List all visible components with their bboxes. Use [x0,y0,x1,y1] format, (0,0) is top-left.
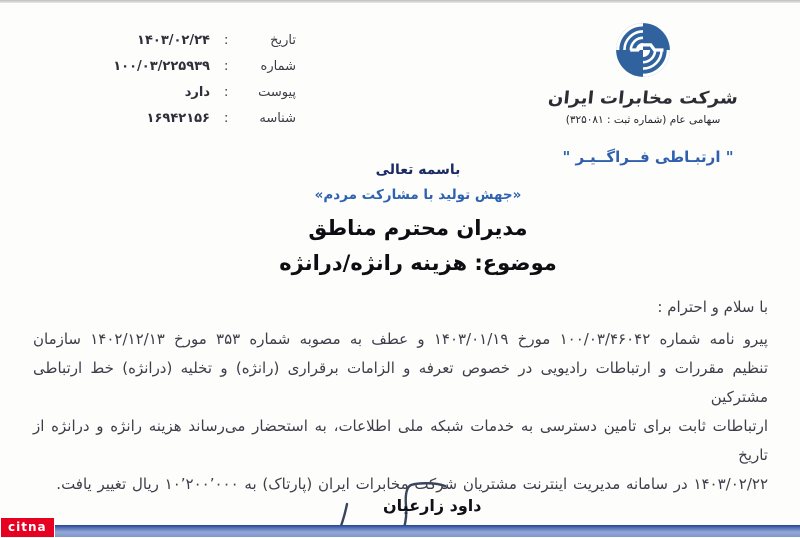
subject-title: موضوع: هزینه رانژه/درانژه [279,251,557,275]
body-line: ارتباطات ثابت برای تامین دسترسی به خدمات شبکه ملی اطلاعات، به استحضار می‌رساند هزینه رانژه و درانژه از تاریخ [33,417,768,464]
company-name: شرکت مخابرات ایران [547,88,739,109]
number-value: ۱۰۰/۰۳/۲۲۵۹۳۹ [113,58,210,74]
id-label: شناسه [259,110,296,126]
year-slogan: «جهش تولید با مشارکت مردم» [314,187,522,203]
meta-row-number [58,53,296,79]
date-colon: : [224,32,229,48]
company-slogan: " ارتبـاطی فــراگــیـر " [562,148,734,166]
meta-row-date [58,27,296,53]
tci-globe-logo-icon [611,18,675,82]
company-letterhead [534,18,752,126]
attachment-value: دارد [184,84,210,100]
date-value: ۱۴۰۳/۰۲/۲۴ [137,32,210,48]
date-label: تاریخ [270,32,296,48]
meta-row-attachment [58,79,296,105]
body-line: تنظیم مقررات و ارتباطات رادیویی در خصوص تعرفه و الزامات برقراری (رانژه) و تخلیه (درانژه) خط ارتباطی مشترکین [33,359,768,406]
company-registration: سهامی عام (شماره ثبت : ۳۲۵۰۸۱) [565,114,721,126]
attachment-colon: : [224,84,229,100]
salutation: با سلام و احترام : [657,298,768,316]
bismillah-heading: باسمه تعالی [375,162,461,178]
meta-row-id [58,105,296,131]
id-value: ۱۶۹۴۲۱۵۶ [146,110,210,126]
body-line: ۱۴۰۳/۰۲/۲۲ در سامانه مدیریت اینترنت مشتریان شرکت مخابرات ایران (پارتاک) به ۱۰٬۲۰۰٬۰۰۰ ریال تغییر یافت. [56,475,768,493]
footer-blue-bar [0,525,800,537]
body-line: پیرو نامه شماره ۱۰۰/۰۳/۴۶۰۴۲ مورخ ۱۴۰۳/۰۱/۱۹ و عطف به مصوبه شماره ۳۵۳ مورخ ۱۴۰۲/۱۲/۱۳ سازمان [33,330,768,348]
number-colon: : [224,58,229,74]
attachment-label: پیوست [258,84,296,100]
recipient-title: مدیران محترم مناطق [308,216,528,240]
letter-meta-block [58,27,296,131]
signature-name: داود زارعیان [383,496,482,515]
id-colon: : [224,110,229,126]
citna-watermark: citna [0,517,55,538]
top-border-line [0,0,800,3]
number-label: شماره [260,58,296,74]
